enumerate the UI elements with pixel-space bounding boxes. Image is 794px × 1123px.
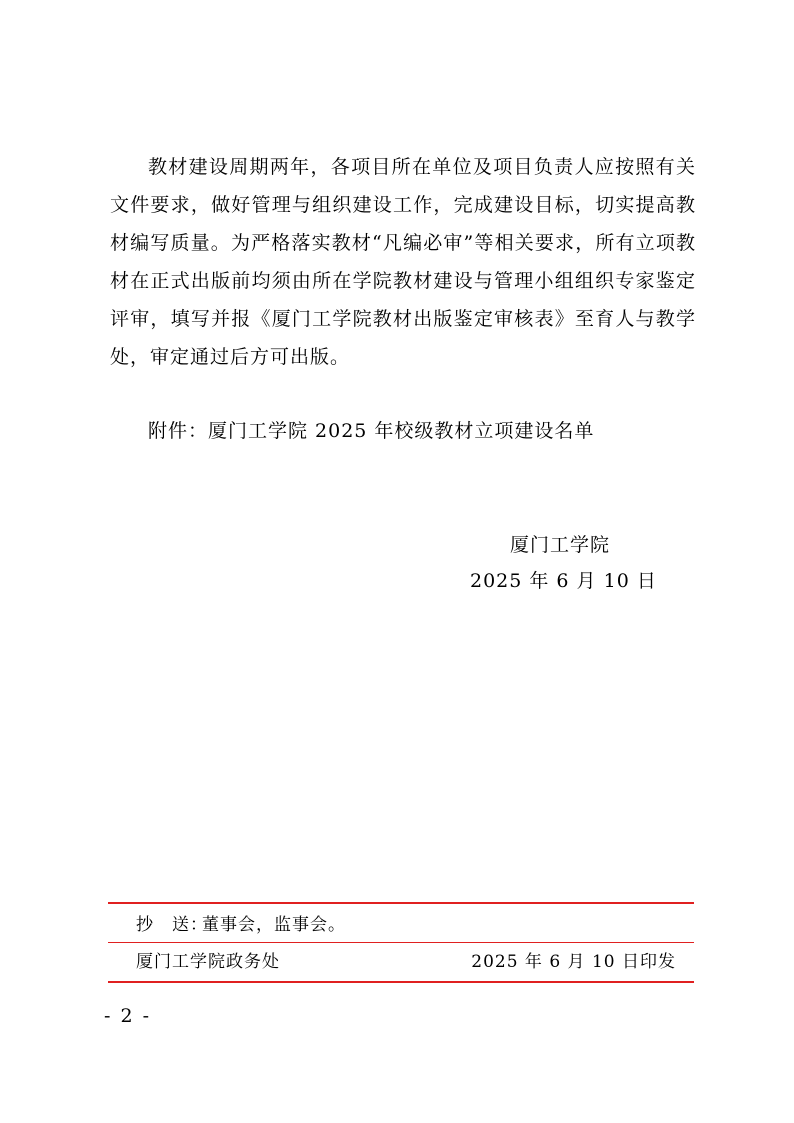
cc-label: 抄 送： <box>136 915 208 935</box>
footer-middle-rule <box>108 942 694 943</box>
issuer-name: 厦门工学院政务处 <box>136 952 280 972</box>
signature-block <box>470 527 657 599</box>
signature-org: 厦门工学院 <box>509 534 610 556</box>
issue-date: 2025 年 6 月 10 日印发 <box>471 952 676 972</box>
page-number: - 2 - <box>104 1005 152 1027</box>
signature-date: 2025 年 6 月 10 日 <box>470 570 657 592</box>
body-paragraph: 教材建设周期两年，各项目所在单位及项目负责人应按照有关文件要求，做好管理与组织建设工作，完成建设目标，切实提高教材编写质量。为严格落实教材“凡编必审”等相关要求，所有立项教材在正式出版前均须由所在学院教材建设与管理小组组织专家鉴定评审，填写并报《厦门工学院教材出版鉴定审核表》至育人与教学处，审定通过后方可出版。 <box>110 156 696 368</box>
footer-bottom-rule <box>108 981 694 983</box>
footer-top-rule <box>108 902 694 904</box>
cc-recipients: 董事会，监事会。 <box>202 915 346 935</box>
attachment-line: 附件：厦门工学院 2025 年校级教材立项建设名单 <box>148 420 595 442</box>
